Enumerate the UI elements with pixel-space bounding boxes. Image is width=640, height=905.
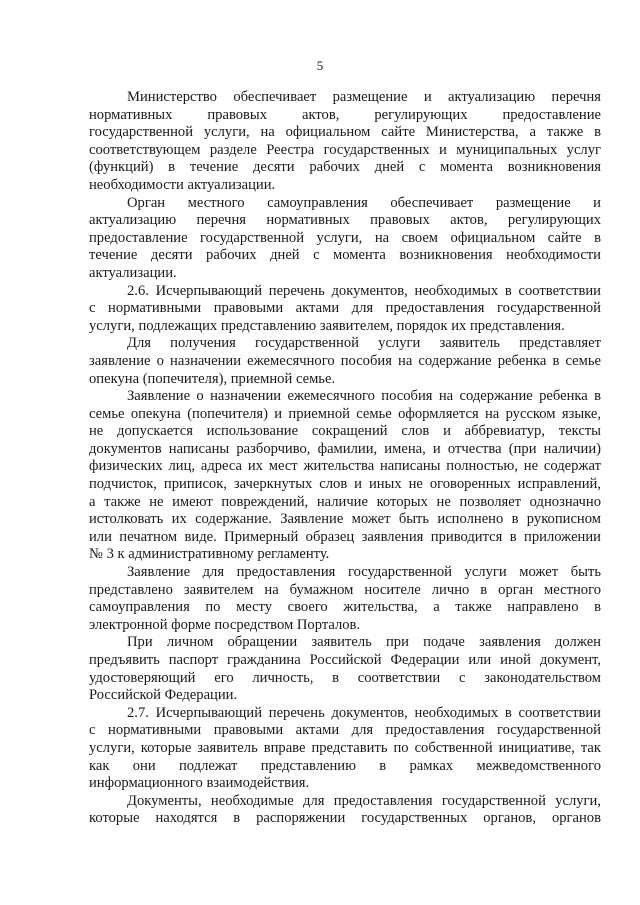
text-line: как они подлежат представлению в рамках межведомственного bbox=[89, 757, 601, 774]
text-line: заявление о назначении ежемесячного пособия на содержание ребенка в семье bbox=[89, 352, 601, 369]
text-line: которые находятся в распоряжении государственных органов, органов bbox=[89, 810, 601, 827]
text-line: или печатном виде. Примерный образец заявления приводится в приложении bbox=[89, 528, 601, 545]
text-line: не допускается использование сокращений слов и аббревиатур, тексты bbox=[89, 423, 601, 440]
text-line: Орган местного самоуправления обеспечивает размещение и bbox=[127, 194, 601, 211]
text-line: предоставление государственной услуги, на своем официальном сайте в bbox=[89, 229, 601, 246]
text-line: течение десяти рабочих дней с момента возникновения необходимости bbox=[89, 247, 601, 264]
paragraph bbox=[89, 335, 601, 388]
text-line: удостоверяющий его личность, в соответствии с законодательством bbox=[89, 669, 601, 686]
paragraph bbox=[89, 705, 601, 793]
paragraph bbox=[89, 634, 601, 704]
text-line: представлено заявителем на бумажном носителе лично в орган местного bbox=[89, 581, 601, 598]
text-line: Для получения государственной услуги заявитель представляет bbox=[127, 335, 601, 352]
text-line: актуализацию перечня нормативных правовых актов, регулирующих bbox=[89, 212, 601, 229]
paragraph bbox=[89, 283, 601, 336]
text-line: самоуправления по месту своего жительства, а также направлено в bbox=[89, 599, 601, 616]
text-line: а также не имеют повреждений, наличие которых не позволяет однозначно bbox=[89, 493, 601, 510]
text-line: документов написаны разборчиво, фамилии, имена, и отчества (при наличии) bbox=[89, 440, 601, 457]
text-line: 2.6. Исчерпывающий перечень документов, необходимых в соответствии bbox=[127, 282, 601, 299]
text-line: 2.7. Исчерпывающий перечень документов, необходимых в соответствии bbox=[127, 704, 601, 721]
text-line: с нормативными правовыми актами для предоставления государственной bbox=[89, 722, 601, 739]
document-body bbox=[89, 89, 601, 828]
text-line: Министерство обеспечивает размещение и актуализацию перечня bbox=[127, 89, 601, 105]
text-line: нормативных правовых актов, регулирующих предоставление bbox=[89, 106, 601, 123]
text-line: При личном обращении заявитель при подаче заявления должен bbox=[127, 634, 601, 651]
text-line: государственной услуги, на официальном сайте Министерства, а также в bbox=[89, 124, 601, 141]
paragraph bbox=[89, 195, 601, 283]
text-line: Российской Федерации. bbox=[89, 687, 238, 704]
paragraph bbox=[89, 564, 601, 634]
text-line: Заявление для предоставления государственной услуги может быть bbox=[127, 564, 601, 581]
text-line: с нормативными правовыми актами для предоставления государственной bbox=[89, 300, 601, 317]
text-line: истолковать их содержание. Заявление может быть исполнено в рукописном bbox=[89, 511, 601, 528]
text-line: соответствующем разделе Реестра государственных и муниципальных услуг bbox=[89, 141, 601, 158]
paragraph bbox=[89, 793, 601, 828]
paragraph bbox=[89, 89, 601, 195]
text-line: электронной форме посредством Порталов. bbox=[89, 616, 361, 633]
text-line: (функций) в течение десяти рабочих дней с момента возникновения bbox=[89, 159, 601, 176]
text-line: необходимости актуализации. bbox=[89, 176, 276, 193]
paragraph bbox=[89, 388, 601, 564]
text-line: актуализации. bbox=[89, 264, 177, 281]
text-line: № 3 к административному регламенту. bbox=[89, 546, 330, 563]
text-line: предъявить паспорт гражданина Российской Федерации или иной документ, bbox=[89, 652, 601, 668]
page-number: 5 bbox=[316, 58, 324, 73]
text-line: подчисток, приписок, зачеркнутых слов и иных не оговоренных исправлений, bbox=[89, 476, 601, 493]
text-line: услуги, подлежащих представлению заявителем, порядок их представления. bbox=[89, 317, 565, 334]
text-line: информационного взаимодействия. bbox=[89, 775, 310, 792]
text-line: физических лиц, адреса их мест жительства написаны полностью, не содержат bbox=[89, 458, 601, 475]
text-line: опекуна (попечителя), приемной семье. bbox=[89, 370, 336, 387]
text-line: семье опекуна (попечителя) и приемной семье оформляется на русском языке, bbox=[89, 405, 601, 422]
text-line: Заявление о назначении ежемесячного пособия на содержание ребенка в bbox=[127, 388, 601, 405]
text-line: Документы, необходимые для предоставления государственной услуги, bbox=[127, 792, 601, 809]
text-line: услуги, которые заявитель вправе представить по собственной инициативе, так bbox=[89, 739, 601, 756]
